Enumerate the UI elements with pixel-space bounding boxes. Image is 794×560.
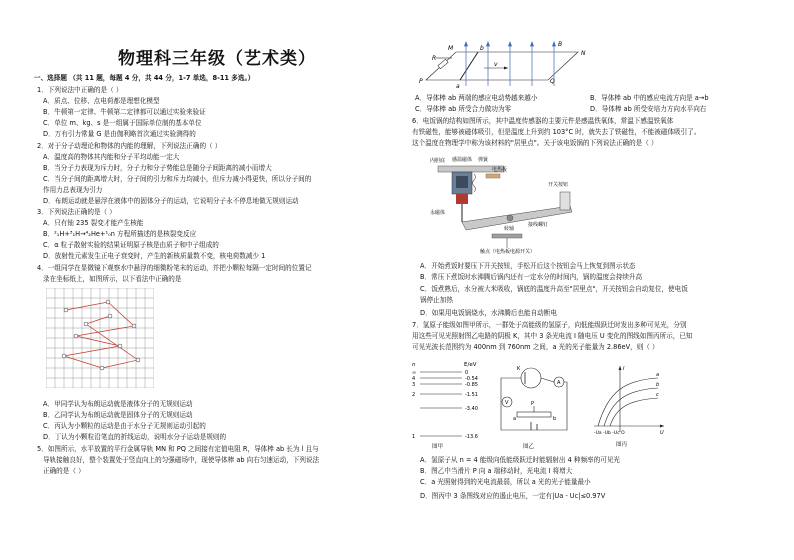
cooker-label-heating-plate: 电热板 [492, 167, 508, 173]
q6-option-c-line1: C．饭煮熟后，水分被大米吸收，锅底的温度升高至"居里点"，开关按钮会自动复位，使电饭 [420, 285, 688, 293]
q4-stem-line1: 4．一组同学在显微镜下观察水中悬浮的细微粉笔末的运动，并把小颗粒每隔一定时间的位置记 [37, 264, 312, 272]
iu-curves-figure [590, 362, 668, 450]
level-n-2: 2 [412, 392, 416, 398]
rice-cooker-figure [430, 152, 595, 254]
resistor-label-r: R [432, 55, 437, 62]
q1-option-c: C．单位 m、kg、s 是一组属于国际单位制的基本单位 [43, 119, 202, 127]
cooker-label-switch-button: 开关按钮 [548, 182, 569, 188]
q3-option-c: C．α 粒子散射实验的结果证明原子核是由质子和中子组成的 [43, 241, 219, 249]
circuit-label-p: P [531, 401, 535, 407]
circuit-label-v: V [505, 400, 509, 406]
q6-stem-line3: 这个温度在物理学中称为该材料的"居里点"。关于该电饭锅的下列说法正确的是（ ） [412, 139, 658, 147]
q5-option-b: B．导体棒 ab 中的感应电流方向是 a→b [590, 94, 709, 102]
q6-stem-line2: 有铁磁性，能够被磁体吸引，但是温度上升到约 103°C 时，就失去了铁磁性，不能被磁体吸引了。 [412, 128, 701, 136]
velocity-label: v [494, 61, 498, 68]
page-title: 物理科三年级（艺术类） [118, 49, 316, 69]
curve-label-b: b [656, 382, 660, 388]
level-e-inf: 0 [465, 370, 469, 376]
circuit-label-end-a: a [513, 416, 517, 422]
q3-stem: 3．下列说法正确的是（ ） [37, 208, 116, 216]
q7-option-b: B．图乙中当滑片 P 向 a 端移动时，光电流 I 将增大 [420, 467, 573, 475]
q2-option-d: D．布朗运动就是悬浮在液体中的固体分子的运动，它说明分子永不停息地做无规则运动 [43, 197, 299, 205]
circuit-label-k: K [517, 366, 521, 372]
q7-option-c: C．a 光照射得到的光电流最弱，所以 a 光的光子能量最小 [420, 478, 591, 486]
caption-fig-a: 图甲 [432, 444, 444, 450]
q2-stem: 2．对于分子动理论和物体的内能的理解，下列说法正确的（ ） [37, 142, 222, 150]
q6-option-d: D．如果用电饭锅烧水，水沸腾后也能自动断电 [420, 309, 557, 317]
rod-label-a: a [456, 83, 460, 90]
level-e-3: -0.85 [465, 382, 478, 388]
q6-option-a: A．开始煮饭时要压下开关按钮，手松开后这个按钮会马上恢复到图示状态 [420, 262, 636, 270]
q7-option-a: A．氢原子从 n = 4 能级向低能级跃迁时能辐射出 4 种频率的可见光 [420, 456, 621, 464]
q5-option-c: C．导体棒 ab 所受合力做功为零 [415, 105, 512, 113]
section-header: 一、选择题 （共 11 题，每题 4 分，共 44 分，1-7 单选，8-11 多选。） [34, 74, 255, 82]
q6-stem-line1: 6．电饭锅的结构如图所示，其中温度传感器的主要元件是感温铁氧体，常温下感温铁氧体 [412, 117, 674, 125]
q2-option-c-line1: C．当分子间的距离增大时，分子间的引力和斥力均减小，但斥力减小得更快，所以分子间的 [43, 175, 312, 183]
rail-label-n: N [581, 50, 586, 57]
energy-unit-label: E/eV [464, 362, 477, 368]
q3-option-b: B．²₁H+³₁H→⁴₂He+¹₀n 方程所描述的是核裂变反应 [43, 230, 197, 238]
q3-option-a: A．只有铀 235 裂变才能产生核能 [43, 219, 144, 227]
brownian-grid-figure [46, 288, 154, 388]
q4-stem-line2: 录在坐标纸上，如图所示，以下看法中正确的是 [43, 275, 182, 283]
q1-option-d: D．万有引力常量 G 是由伽利略首次通过实验测得的 [43, 130, 196, 138]
cooker-label-pot-bottom: 内胆底 [430, 158, 446, 164]
q5-stem-line3: 正确的是（ ） [43, 467, 85, 475]
q1-option-a: A．质点、位移、点电荷都是理想化模型 [43, 97, 160, 105]
rails-figure [418, 36, 588, 91]
q5-option-d: D．导体棒 ab 所受安培力方向水平向右 [590, 105, 707, 113]
field-label-b: B [558, 41, 563, 48]
photoelectric-circuit-figure [495, 360, 573, 450]
q7-option-d: D．图丙中 3 条图线对应的遏止电压，一定有|Ua - Uc|≤0.97V [420, 492, 606, 500]
q7-stem-line1: 7．氢原子能级如图甲所示，一群处于高能级的氢原子，向低能级跃迁时发出多种可见光，分别 [412, 321, 687, 329]
q5-stem-line2: 导轨接触良好，整个装置处于竖直向上的匀强磁场中，现使导体棒 ab 向右匀速运动，下列说法 [43, 456, 320, 464]
energy-n-header: n [412, 362, 416, 368]
level-e-340: -3.40 [465, 406, 478, 412]
cooker-label-contact: 触点（电热板电源开关） [480, 249, 536, 254]
q7-stem-line2: 用这些可见光照射图乙电路的阴极 K，其中 3 条光电流 I 随电压 U 变化的图线如图丙所示，已知 [412, 332, 693, 340]
q3-option-d: D．放射性元素发生正电子衰变时，产生的新核质量数不变，核电荷数减少 1 [43, 252, 266, 260]
q2-option-b: B．当分子力表现为斥力时，分子力和分子势能总是随分子间距离的减小而增大 [43, 164, 272, 172]
q1-stem: 1．下列说法中正确的是（ ） [37, 86, 123, 94]
q4-option-b: B．乙同学认为布朗运动就是固体分子的无规则运动 [43, 411, 193, 419]
stopping-voltage-labels: -Ua -Ub -Uc O [594, 431, 625, 436]
level-e-2: -1.51 [465, 392, 478, 398]
axis-label-u: U [660, 430, 664, 436]
rod-label-b: b [480, 45, 484, 52]
caption-fig-c: 图丙 [616, 442, 628, 448]
level-n-3: 3 [412, 382, 416, 388]
curve-label-a: a [656, 372, 660, 378]
level-e-4: -0.54 [465, 376, 478, 382]
circuit-label-a: A [557, 380, 561, 386]
energy-level-figure [410, 358, 490, 450]
q4-option-c: C．丙认为小颗粒的运动是由于水分子无规则运动引起的 [43, 422, 206, 430]
circuit-label-end-b: b [553, 416, 557, 422]
cooker-label-spring: 弹簧 [478, 157, 489, 163]
level-n-inf: ∞ [412, 370, 417, 376]
axis-label-i: I [623, 366, 625, 372]
rail-label-m: M [448, 45, 454, 52]
q1-option-b: B．牛顿第一定律、牛顿第二定律都可以通过实验来验证 [43, 108, 206, 116]
cooker-label-sensor-magnet: 感温磁体 [452, 157, 473, 163]
q2-option-a: A．温度高的物体其内能和分子平均动能一定大 [43, 153, 180, 161]
level-n-1: 1 [412, 434, 416, 440]
q2-option-c-line2: 作用力总表现为引力 [43, 186, 103, 194]
q7-stem-line3: 可见光波长范围约为 400nm 到 760nm 之间，a 光的光子能量为 2.86eV，则（ ） [412, 343, 659, 351]
rail-label-q: Q [550, 78, 555, 85]
q5-option-a: A．导体棒 ab 两端的感应电动势越来越小 [415, 94, 538, 102]
cooker-label-permanent-magnet: 永磁体 [430, 210, 446, 216]
q6-option-c-line2: 锅停止加热 [420, 296, 453, 304]
q6-option-b: B．常压下煮饭时水沸腾后锅内还有一定水分的时间内，锅的温度会持续升高 [420, 273, 643, 281]
q5-stem-line1: 5．如图所示，水平放置的平行金属导轨 MN 和 PQ 之间接有定值电阻 R，导体棒 ab 长为 l 且与 [37, 445, 319, 453]
q4-option-a: A．甲同学认为布朗运动就是液体分子的无规则运动 [43, 400, 193, 408]
level-n-4: 4 [412, 376, 416, 382]
rail-label-p: P [419, 78, 423, 85]
caption-fig-b: 图乙 [523, 444, 535, 450]
cooker-label-terminal-screw: 接线螺钉 [528, 222, 549, 228]
cooker-label-pivot: 转轴 [504, 226, 515, 232]
level-e-1: -13.6 [465, 434, 478, 440]
curve-label-c: c [656, 392, 659, 398]
q4-option-d: D．丁认为小颗粒沿笔直的折线运动，说明水分子运动是规则的 [43, 433, 227, 441]
